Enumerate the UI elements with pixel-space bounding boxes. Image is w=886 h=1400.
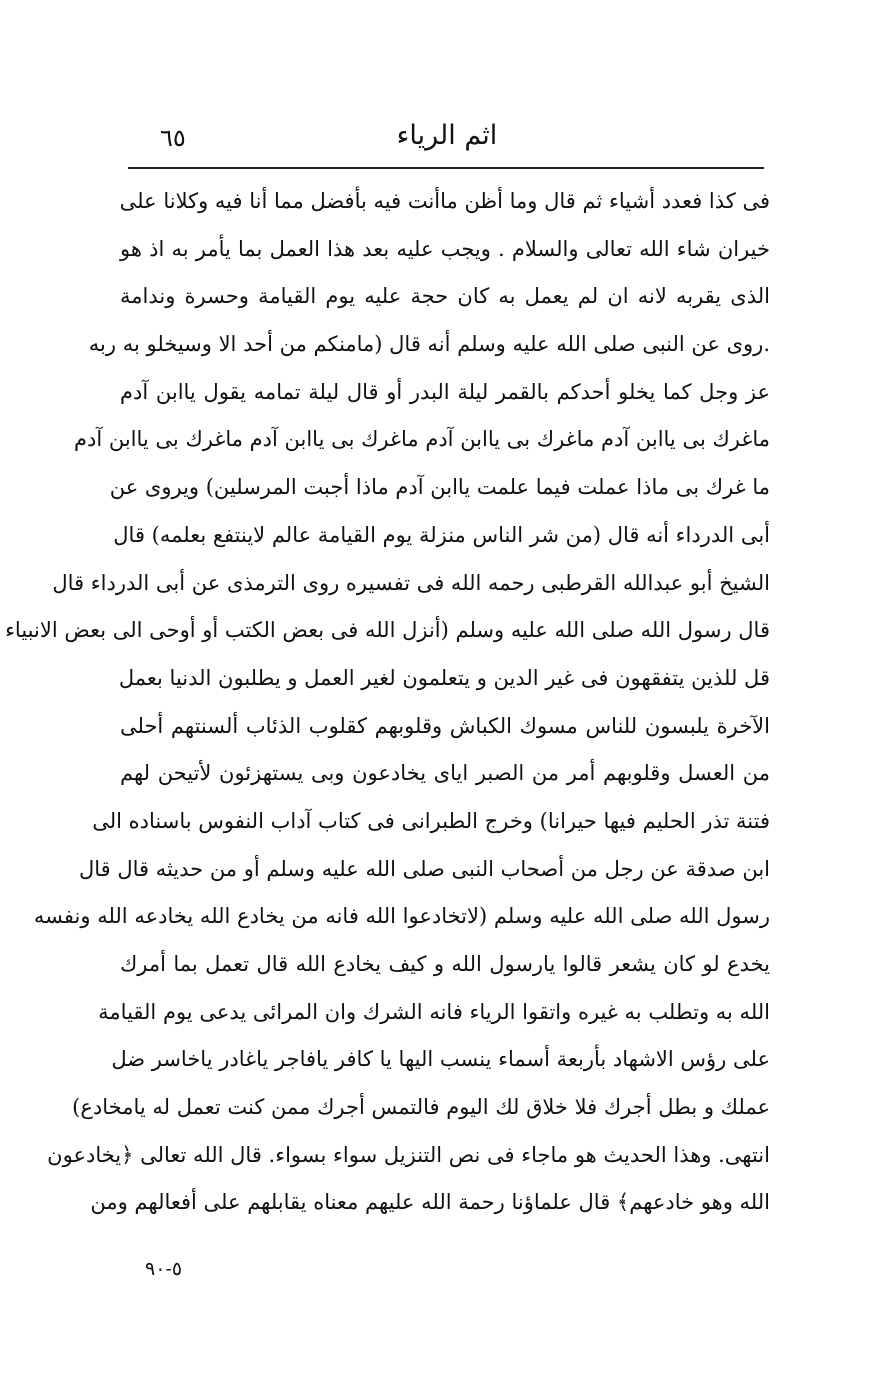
body-text [5,178,770,1227]
text-line: رسول الله صلی الله علیه وسلم (لاتخادعوا الله فانه من یخادع الله یخادعه الله ونفسه [33,904,770,929]
text-line: من العسل وقلوبهم أمر من الصبر ایای یخادعون وبی یستهزئون لأتیحن لهم [120,761,770,786]
running-title: اثم الرياء [396,120,498,151]
text-line: عز وجل کما یخلو أحدکم بالقمر لیلة البدر أو قال لیلة تمامه یقول یاابن آدم [120,379,770,404]
text-line: قال رسول الله صلی الله علیه وسلم (أنزل الله فی بعض الکتب أو أوحی الی بعض الانبیاء [5,618,770,643]
text-line: یخدع لو کان یشعر قالوا یارسول الله و کیف یخادع الله قال تعمل بما أمرك [120,952,770,976]
text-line: ماغرك بی یاابن آدم ماغرك بی یاابن آدم ماغرك بی یاابن آدم ماغرك بی یاابن آدم [73,427,770,452]
text-line: قل للذین یتفقهون فی غیر الدین و یتعلمون لغیر العمل و یطلبون الدنیا بعمل [118,665,770,690]
text-line: الله وهو خادعهم﴾ قال علماؤنا رحمة الله علیهم معناه یقابلهم علی أفعالهم ومن [90,1190,770,1215]
page-number: ٦٥ [160,124,186,152]
text-line: .روی عن النبی صلی الله علیه وسلم أنه قال (مامنکم من أحد الا وسیخلو به ربه [88,332,770,357]
text-line: علی رؤس الاشهاد بأربعة أسماء ینسب الیها یا کافر یافاجر یاغادر یاخاسر ضل [111,1047,770,1072]
text-line: الذی یقربه لانه ان لم یعمل به کان حجة علیه یوم القیامة وحسرة وندامة [120,284,770,309]
text-line: ما غرك بی ماذا عملت فیما علمت یاابن آدم ماذا أجبت المرسلین) ویروی عن [109,475,770,500]
text-line: فتنة تذر الحلیم فیها حیرانا) وخرج الطبرانی فی کتاب آداب النفوس باسناده الی [92,808,770,833]
text-line: فی کذا فعدد أشیاء ثم قال وما أظن ماأنت فیه بأفضل مما أنا فیه وکلانا علی [119,189,770,213]
text-line: أبی الدرداء أنه قال (من شر الناس منزلة یوم القیامة عالم لاینتفع بعلمه) قال [113,522,770,547]
text-line: الشیخ أبو عبدالله القرطبی رحمه الله فی تفسیره روی الترمذی عن أبی الدرداء قال [52,570,770,595]
page-header [130,112,764,164]
text-line: الآخرة یلبسون للناس مسوك الکباش وقلوبهم کقلوب الذئاب ألسنتهم أحلی [120,713,770,738]
header-rule [128,167,764,169]
text-line: انتهی. وهذا الحدیث هو ماجاء فی نص التنزیل سواء بسواء. قال الله تعالی ﴿یخادعون [47,1142,770,1167]
text-line: خیران شاء الله تعالی والسلام . ویجب علیه بعد هذا العمل بما یأمر به اذ هو [120,236,770,261]
text-line: ابن صدقة عن رجل من أصحاب النبی صلی الله علیه وسلم أو من حدیثه قال قال [78,856,770,881]
text-line: الله به وتطلب به غیره واتقوا الریاء فانه الشرك وان المرائی یدعی یوم القیامة [98,999,770,1024]
text-line: عملك و بطل أجرك فلا خلاق لك الیوم فالتمس أجرك ممن کنت تعمل له یامخادع) [72,1095,770,1120]
printer-signature: ٥-٩٠ [145,1258,183,1280]
